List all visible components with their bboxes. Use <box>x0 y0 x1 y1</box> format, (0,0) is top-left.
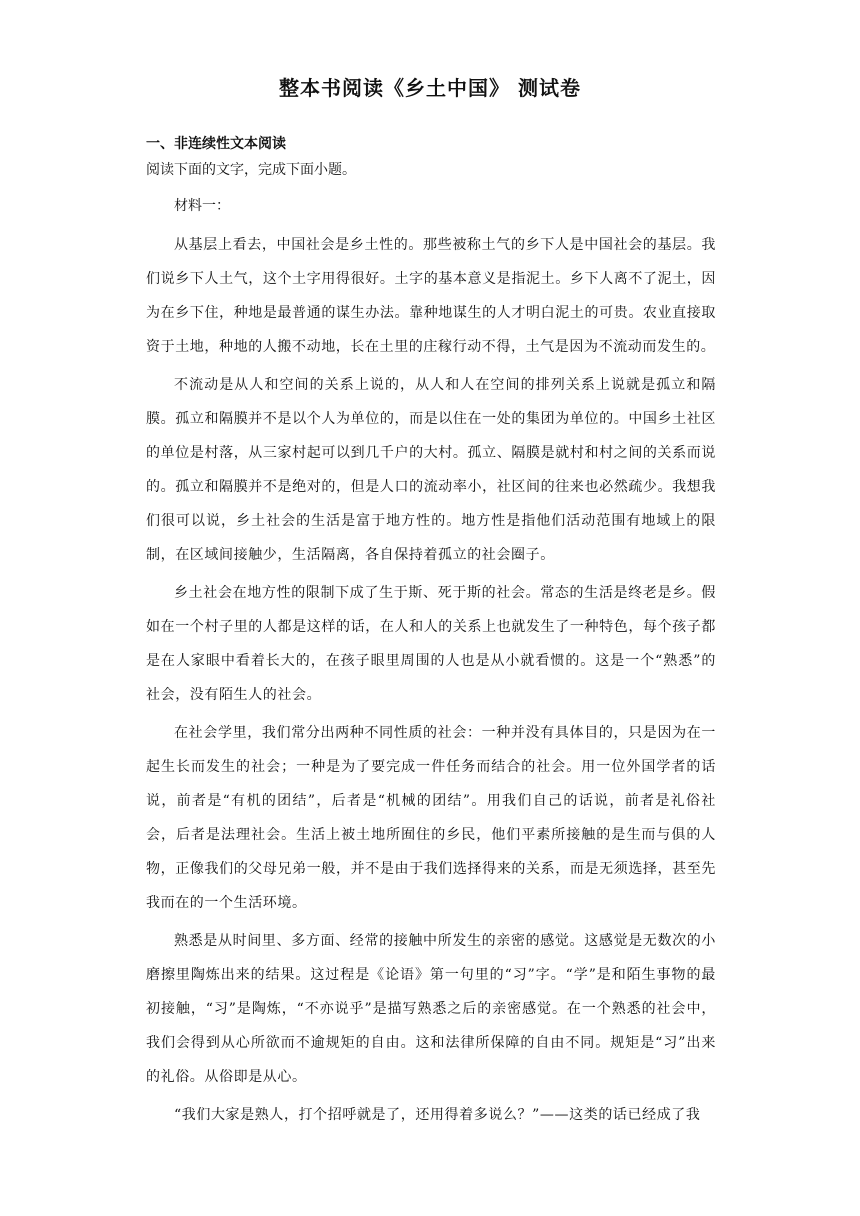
passage-body <box>146 228 716 1132</box>
passage-paragraph-6: “我们大家是熟人，打个招呼就是了，还用得着多说么？”——这类的话已经成了我 <box>174 1107 701 1123</box>
reading-instruction: 阅读下面的文字，完成下面小题。 <box>146 162 356 178</box>
passage-paragraph-4: 在社会学里，我们常分出两种不同性质的社会：一种并没有具体目的，只是因为在一起生长而发生的社会；一种是为了要完成一件任务而结合的社会。用一位外国学者的话说，前者是“有机的团结”，后者是“机械的团结”。用我们自己的话说，前者是礼俗社会，后者是法理社会。生活上被土地所囿住的乡民，他们平素所接触的是生而与俱的人物，正像我们的父母兄弟一般，并不是由于我们选择得来的关系，而是无须选择，甚至先我而在的一个生活环境。 <box>146 725 716 911</box>
passage-paragraph-2: 不流动是从人和空间的关系上说的，从人和人在空间的排列关系上说就是孤立和隔膜。孤立和隔膜并不是以个人为单位的，而是以住在一处的集团为单位的。中国乡土社区的单位是村落，从三家村起可以到几千户的大村。孤立、隔膜是就村和村之间的关系而说的。孤立和隔膜并不是绝对的，但是人口的流动率小，社区间的往来也必然疏少。我想我们很可以说，乡土社会的生活是富于地方性的。地方性是指他们活动范围有地域上的限制，在区域间接触少，生活隔离，各自保持着孤立的社会圈子。 <box>146 377 716 563</box>
material-label: 材料一： <box>174 198 230 214</box>
passage-paragraph-1: 从基层上看去，中国社会是乡土性的。那些被称土气的乡下人是中国社会的基层。我们说乡下人土气，这个土字用得很好。土字的基本意义是指泥土。乡下人离不了泥土，因为在乡下住，种地是最普通的谋生办法。靠种地谋生的人才明白泥土的可贵。农业直接取资于土地，种地的人搬不动地，长在土里的庄稼行动不得，土气是因为不流动而发生的。 <box>146 237 716 355</box>
passage-paragraph-3: 乡土社会在地方性的限制下成了生于斯、死于斯的社会。常态的生活是终老是乡。假如在一个村子里的人都是这样的话，在人和人的关系上也就发生了一种特色，每个孩子都是在人家眼中看着长大的，在孩子眼里周围的人也是从小就看惯的。这是一个“熟悉”的社会，没有陌生人的社会。 <box>146 585 716 703</box>
document-title: 整本书阅读《乡土中国》 测试卷 <box>279 76 581 100</box>
section-heading: 一、非连续性文本阅读 <box>146 136 286 152</box>
passage-paragraph-5: 熟悉是从时间里、多方面、经常的接触中所发生的亲密的感觉。这感觉是无数次的小磨擦里陶炼出来的结果。这过程是《论语》第一句里的“习”字。“学”是和陌生事物的最初接触，“习”是陶炼，“不亦说乎”是描写熟悉之后的亲密感觉。在一个熟悉的社会中，我们会得到从心所欲而不逾规矩的自由。这和法律所保障的自由不同。规矩是“习”出来的礼俗。从俗即是从心。 <box>146 933 716 1085</box>
